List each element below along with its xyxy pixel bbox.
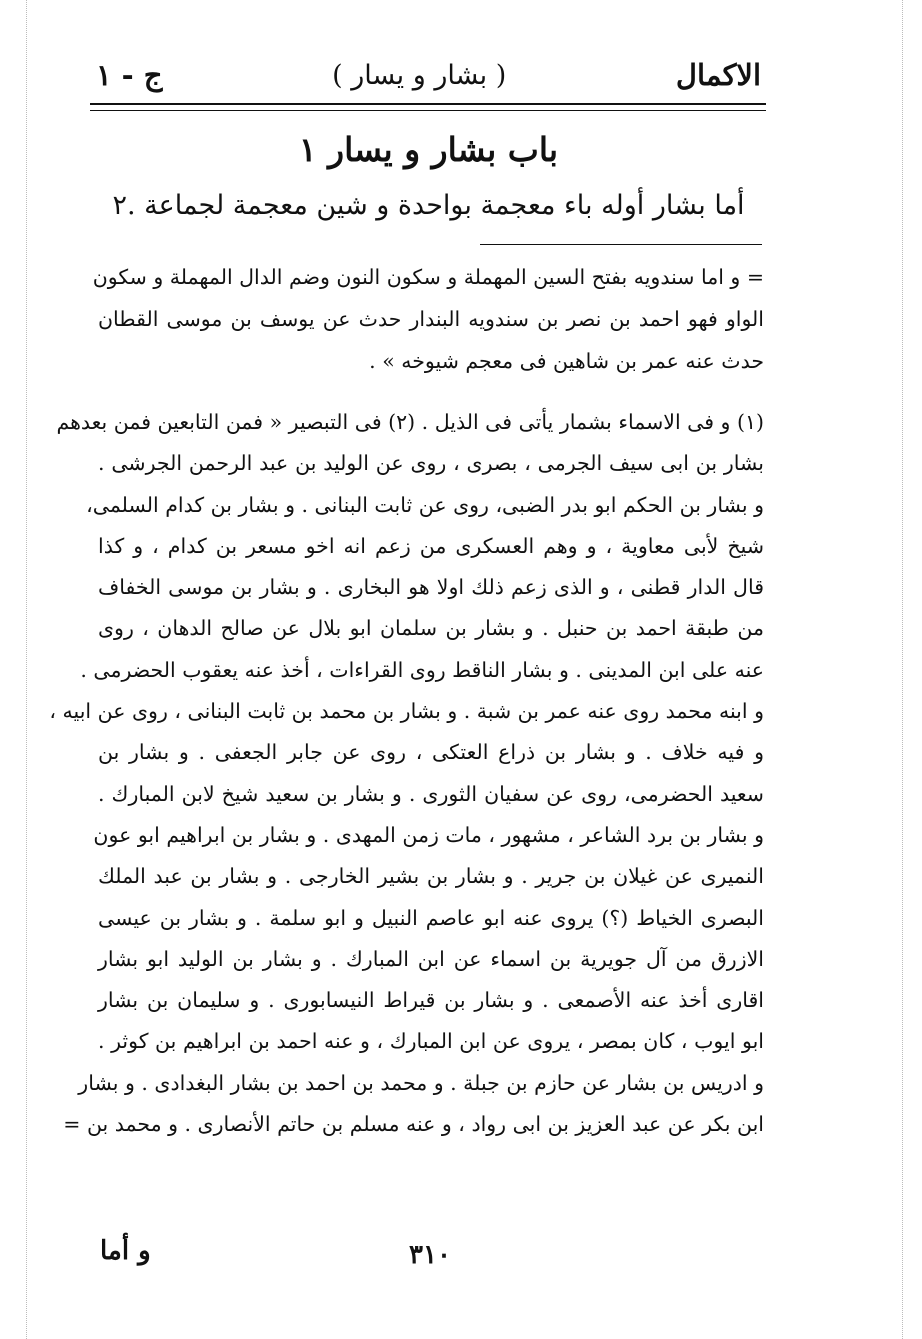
footnote-line: من طبقة احمد بن حنبل . و بشار بن سلمان ابو بلال عن صالح الدهان ، روى <box>98 616 764 641</box>
running-header <box>96 52 761 98</box>
text-line: = و اما سندويه بفتح السين المهملة و سكون النون وضم الدال المهملة و سكون <box>92 265 764 289</box>
footnote-line: و ابنه محمد روى عنه عمر بن شبة . و بشار بن محمد بن ثابت البنانى ، روى عن ابيه ، <box>49 699 764 724</box>
scan-edge-right <box>902 0 903 1339</box>
footnote-line: و بشار بن الحكم ابو بدر الضبى، روى عن ثابت البنانى . و بشار بن كدام السلمى، <box>86 492 764 517</box>
header-rule-thick <box>90 103 766 105</box>
chapter-title: باب بشار و يسار ١ <box>298 130 559 169</box>
footnote-line: اقارى أخذ عنه الأصمعى . و بشار بن قيراط النيسابورى . و سليمان بن بشار <box>98 988 764 1013</box>
footnote-line: (١) و فى الاسماء بشمار يأتى فى الذيل . (٢) فى التبصير « فمن التابعين فمن بعدهم <box>56 410 764 434</box>
footnote-line: البصرى الخياط (؟) يروى عنه ابو عاصم النبيل و ابو سلمة . و بشار بن عيسى <box>98 905 764 930</box>
main-text <box>92 256 764 382</box>
book-title: الاكمال <box>675 58 761 92</box>
footnote-line: شيخ لأبى معاوية ، و وهم العسكرى من زعم انه اخو مسعر بن كدام ، و كذا <box>98 533 764 558</box>
footnote-line: و ادريس بن بشار عن حازم بن جبلة . و محمد بن احمد بن بشار البغدادى . و بشار <box>78 1070 764 1095</box>
volume-label: ج - ١ <box>96 58 163 92</box>
footnotes <box>49 402 764 1145</box>
footnote-line: سعيد الحضرمى، روى عن سفيان الثورى . و بشار بن سعيد شيخ لابن المبارك . <box>98 781 764 806</box>
footnote-line: الازرق من آل جويرية بن اسماء عن ابن المبارك . و بشار بن الوليد ابو بشار <box>98 946 764 971</box>
footnote-line: ابن بكر عن عبد العزيز بن ابى رواد ، و عنه مسلم بن حاتم الأنصارى . و محمد بن = <box>63 1112 764 1137</box>
scan-edge-left <box>26 0 27 1339</box>
footnote-line: النميرى عن غيلان بن جرير . و بشار بن بشير الخارجى . و بشار بن عبد الملك <box>98 864 764 889</box>
footnote-line: و فيه خلاف . و بشار بن ذراع العتكى ، روى عن جابر الجعفى . و بشار بن <box>98 740 764 765</box>
page-number: ٣١٠ <box>409 1240 451 1270</box>
header-rule-thin <box>90 110 766 111</box>
chapter-subtitle: أما بشار أوله باء معجمة بواحدة و شين معجمة لجماعة .٢ <box>112 190 745 221</box>
footnote-separator <box>480 244 762 245</box>
footnote-line: قال الدار قطنى ، و الذى زعم ذلك اولا هو البخارى . و بشار بن موسى الخفاف <box>98 575 764 600</box>
footnote-line: و بشار بن برد الشاعر ، مشهور ، مات زمن المهدى . و بشار بن ابراهيم ابو عون <box>93 822 764 847</box>
footnote-line: بشار بن ابى سيف الجرمى ، بصرى ، روى عن الوليد بن عبد الرحمن الجرشى . <box>98 451 764 476</box>
catchword: و أما <box>100 1236 151 1266</box>
text-line: حدث عنه عمر بن شاهين فى معجم شيوخه » . <box>369 349 764 373</box>
footnote-line: عنه على ابن المدينى . و بشار الناقط روى القراءات ، أخذ عنه يعقوب الحضرمى . <box>80 657 764 682</box>
text-line: الواو فهو احمد بن نصر بن سندويه البندار حدث عن يوسف بن موسى القطان <box>98 307 764 331</box>
section-title: ( بشار و يسار ) <box>332 59 507 91</box>
footnote-line: ابو ايوب ، كان بمصر ، يروى عن ابن المبارك ، و عنه احمد بن ابراهيم بن كوثر . <box>98 1029 764 1054</box>
